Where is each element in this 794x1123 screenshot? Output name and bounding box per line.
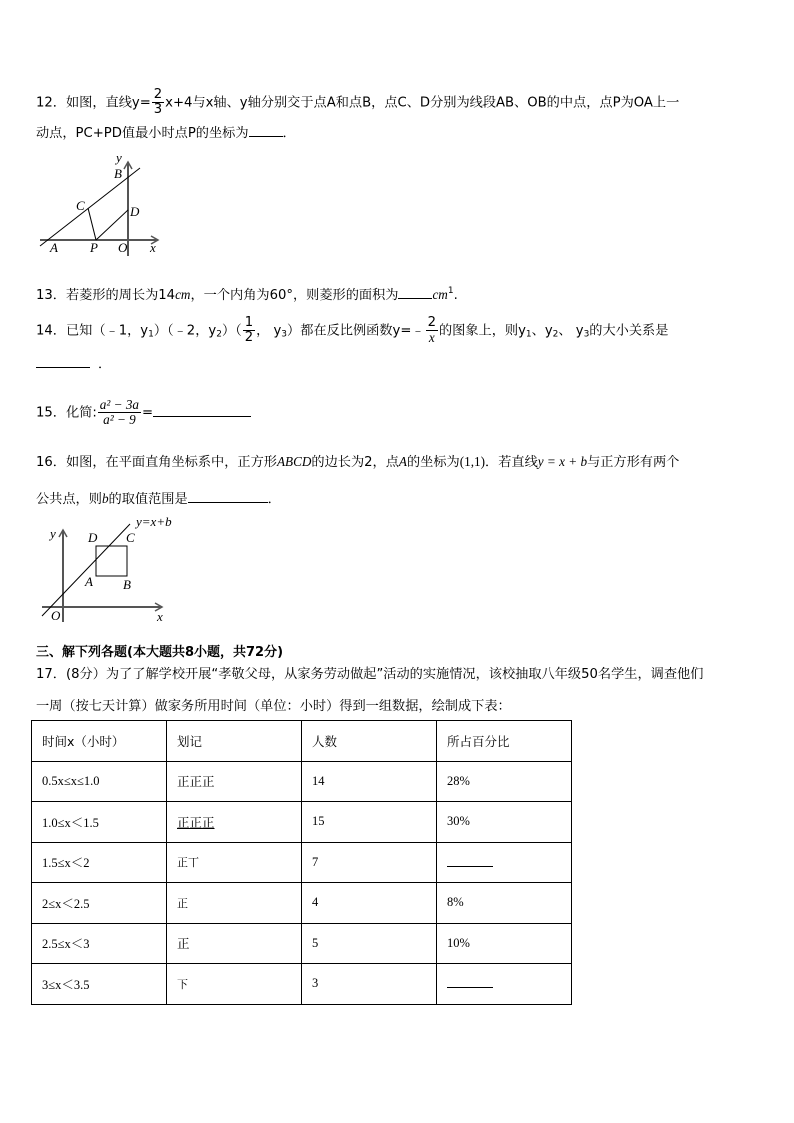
table-row: 2≤x＜2.5 正 4 8% xyxy=(32,883,572,924)
q12-fraction: $\frac{2}{3}$ xyxy=(153,87,163,117)
table-row: 3≤x＜3.5 下 3 xyxy=(32,964,572,1005)
label-O: O xyxy=(118,240,128,255)
q14-line1: 14．已知（﹣1，$y_1)(﹣2$，$y_2$）（ $\frac{1}{2}$ ， $y_3$）都在反比例函数y=﹣ $\frac{2}{x}$ 的图象上，则$y_1$、$y_2$、 $y_3$的大小关系是 xyxy=(36,315,669,345)
q12-line2: 动点，PC+PD值最小时点P的坐标为 ． xyxy=(36,126,296,141)
q15-answer-blank xyxy=(153,404,251,417)
square-ABCD xyxy=(96,546,127,576)
q13-number: 13． xyxy=(36,288,66,303)
q14-fraction-half: $\frac{1}{2}$ xyxy=(244,315,254,345)
header-percent: 所占百分比 xyxy=(437,721,572,762)
label-B: B xyxy=(123,577,131,592)
label-D: D xyxy=(130,204,140,219)
q17-line2: 一周（按七天计算）做家务所用时间（单位：小时）得到一组数据，绘制成下表： xyxy=(36,699,511,714)
q14-number: 14． xyxy=(36,323,66,339)
line-AB xyxy=(40,168,140,246)
label-y: y xyxy=(116,150,122,165)
q14-line2: ． xyxy=(36,355,111,374)
q16-figure xyxy=(30,510,190,625)
label-x: x xyxy=(150,240,156,255)
table-row: 2.5≤x＜3 正 5 10% xyxy=(32,923,572,964)
label-y: y xyxy=(50,526,56,541)
q12-figure xyxy=(30,148,180,258)
q12-answer-blank xyxy=(249,124,283,137)
label-P: P xyxy=(90,240,98,255)
q15-line: 15．化简: $\frac{\text{a² − 3a}}{\text{a² − 9}}$ = xyxy=(36,398,251,427)
q16-line2: 公共点，则b的取值范围是 ． xyxy=(36,491,281,507)
segment-PD xyxy=(96,210,128,240)
q14-answer-blank xyxy=(36,355,90,368)
segment-PC xyxy=(88,208,96,240)
label-line: y=x+b xyxy=(136,514,172,529)
percent-blank-cell xyxy=(437,964,572,1005)
label-x: x xyxy=(157,609,163,624)
q16-number: 16． xyxy=(36,455,66,470)
q13-line: 13．若菱形的周长为14cm，一个内角为60°，则菱形的面积为 $cm^1$. xyxy=(36,286,458,303)
q13-answer-blank xyxy=(398,286,432,299)
label-A: A xyxy=(50,240,58,255)
label-C: C xyxy=(76,198,85,213)
q12-number: 12． xyxy=(36,95,66,111)
table-row: 1.0≤x＜1.5 正正正 15 30% xyxy=(32,802,572,843)
section3-title: 三、解下列各题(本大题共8小题，共72分) xyxy=(36,645,284,660)
label-A: A xyxy=(85,574,93,589)
percent-answer-blank xyxy=(447,856,493,867)
percent-answer-blank xyxy=(447,977,493,988)
q17-line1: 17．(8分）为了了解学校开展“孝敬父母，从家务劳动做起”活动的实施情况，该校抽取八年级50名学生，调查他们 xyxy=(36,667,704,682)
header-tally: 划记 xyxy=(167,721,302,762)
header-count: 人数 xyxy=(302,721,437,762)
q16-line1: 16．如图，在平面直角坐标系中，正方形ABCD的边长为2，点A的坐标为(1,1)．若直线y = x + b与正方形有两个 xyxy=(36,454,680,470)
q14-fraction-2-over-x: $\frac{2}{x}$ xyxy=(427,315,436,345)
q15-number: 15． xyxy=(36,405,66,421)
q16-answer-blank xyxy=(188,490,268,503)
q17-table xyxy=(31,720,572,1005)
table-header-row xyxy=(32,721,572,762)
header-time: 时间x（小时） xyxy=(32,721,167,762)
label-D: D xyxy=(88,530,98,545)
label-O: O xyxy=(51,608,61,623)
table-row: 0.5x≤x≤1.0 正正正 14 28% xyxy=(32,761,572,802)
label-C: C xyxy=(126,530,135,545)
table-row: 1.5≤x＜2 正丅 7 xyxy=(32,842,572,883)
percent-blank-cell xyxy=(437,842,572,883)
q12-line1: 12．如图，直线y= $\frac{2}{3}$ x+4与x轴、y轴分别交于点A和点B，点C、D分别为线段AB、OB的中点，点P为OA上一 xyxy=(36,87,680,117)
label-B: B xyxy=(114,166,122,181)
q15-fraction: $\frac{\text{a² − 3a}}{\text{a² − 9}}$ xyxy=(99,397,140,427)
